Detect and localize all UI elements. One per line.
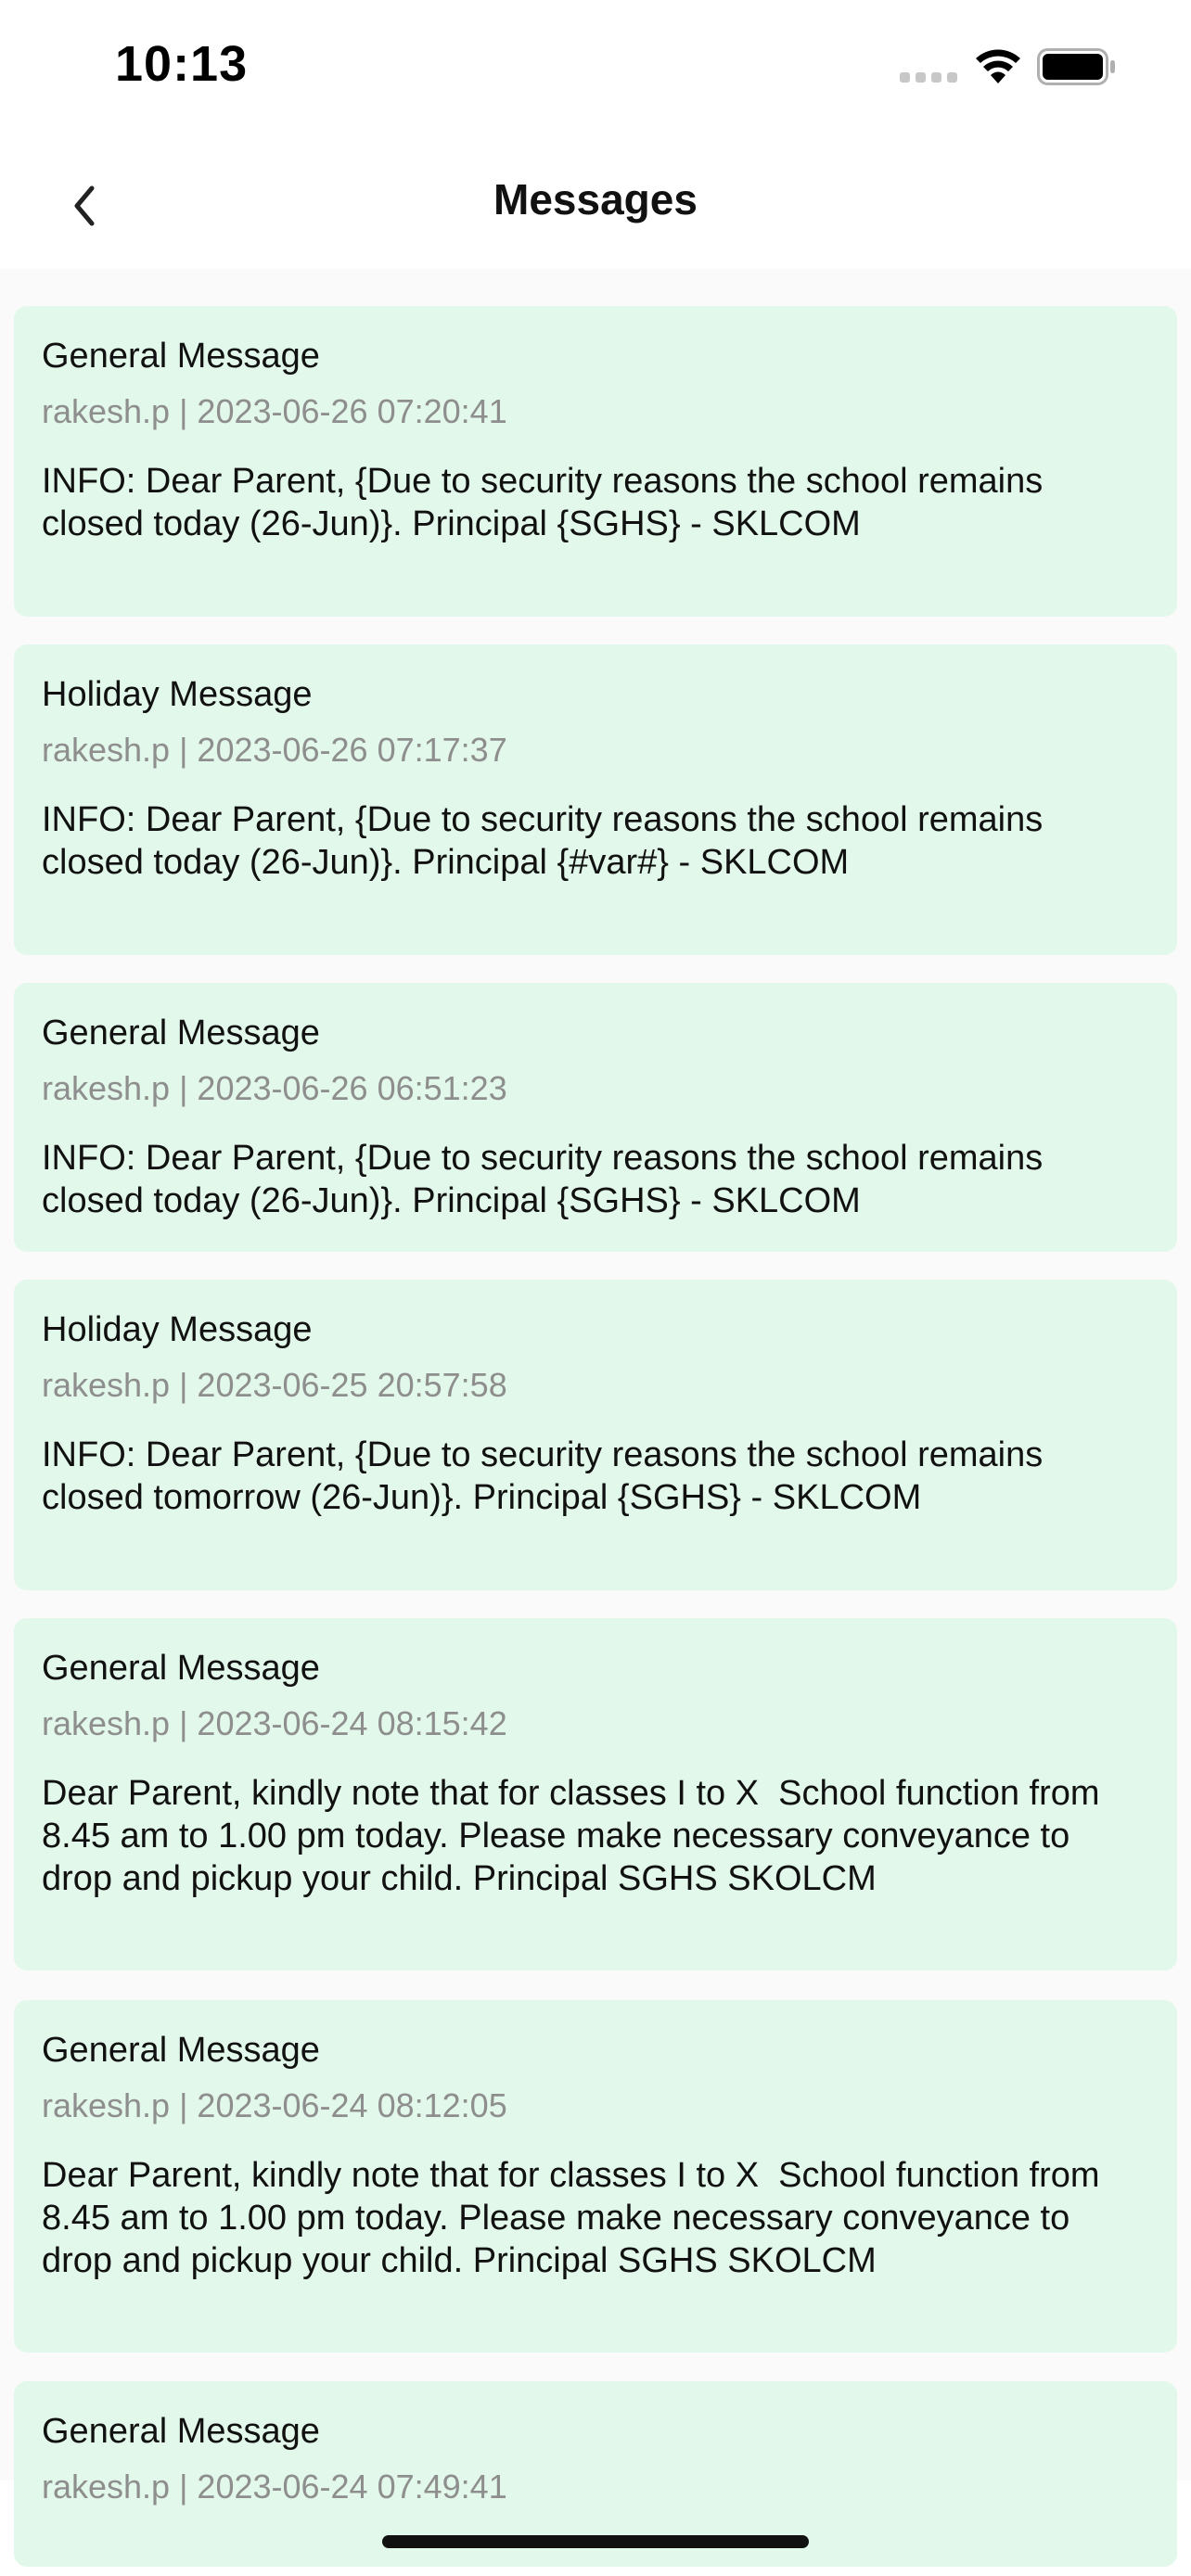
navigation-bar <box>0 130 1191 269</box>
message-type: General Message <box>42 2412 320 2451</box>
message-card[interactable] <box>14 644 1177 955</box>
page-title: Messages <box>493 175 698 223</box>
message-type: General Message <box>42 2031 320 2070</box>
message-body: INFO: Dear Parent, {Due to security reasons the school remains closed today (26-Jun)}. Principal {SGHS} - SKLCOM <box>42 1139 1053 1220</box>
home-indicator[interactable] <box>382 2535 809 2548</box>
message-card[interactable] <box>14 1618 1177 1970</box>
message-body: INFO: Dear Parent, {Due to security reasons the school remains closed today (26-Jun)}. Principal {SGHS} - SKLCOM <box>42 462 1053 543</box>
message-card[interactable] <box>14 983 1177 1252</box>
status-time: 10:13 <box>115 36 249 92</box>
message-card[interactable] <box>14 2000 1177 2353</box>
message-meta: rakesh.p | 2023-06-25 20:57:58 <box>42 1366 507 1404</box>
message-meta: rakesh.p | 2023-06-26 07:17:37 <box>42 731 507 769</box>
message-body: Dear Parent, kindly note that for classes I to X School function from 8.45 am to 1.00 pm today. Please make necessary conveyance to drop and pickup your child. Principal SGHS SKOLCM <box>42 1774 1110 1898</box>
message-body: INFO: Dear Parent, {Due to security reasons the school remains closed tomorrow (26-Jun)}. Principal {SGHS} - SKLCOM <box>42 1435 1053 1517</box>
message-card[interactable] <box>14 306 1177 617</box>
message-meta: rakesh.p | 2023-06-24 07:49:41 <box>42 2468 507 2506</box>
message-meta: rakesh.p | 2023-06-26 06:51:23 <box>42 1069 507 1107</box>
wifi-icon <box>974 46 1022 85</box>
message-meta: rakesh.p | 2023-06-24 08:15:42 <box>42 1704 507 1742</box>
message-body: Dear Parent, kindly note that for classes I to X School function from 8.45 am to 1.00 pm today. Please make necessary conveyance to drop and pickup your child. Principal SGHS SKOLCM <box>42 2156 1110 2280</box>
message-type: Holiday Message <box>42 1310 313 1349</box>
message-meta: rakesh.p | 2023-06-26 07:20:41 <box>42 392 507 430</box>
message-list[interactable] <box>0 269 1191 2506</box>
message-body: INFO: Dear Parent, {Due to security reasons the school remains closed today (26-Jun)}. Principal {#var#} - SKLCOM <box>42 800 1053 882</box>
message-meta: rakesh.p | 2023-06-24 08:12:05 <box>42 2086 507 2124</box>
message-type: Holiday Message <box>42 675 313 714</box>
battery-icon <box>1037 48 1117 85</box>
message-type: General Message <box>42 1014 320 1052</box>
message-type: General Message <box>42 337 320 376</box>
message-type: General Message <box>42 1649 320 1688</box>
cellular-signal-icon <box>900 72 957 83</box>
status-bar <box>0 0 1191 130</box>
message-card[interactable] <box>14 1280 1177 1590</box>
